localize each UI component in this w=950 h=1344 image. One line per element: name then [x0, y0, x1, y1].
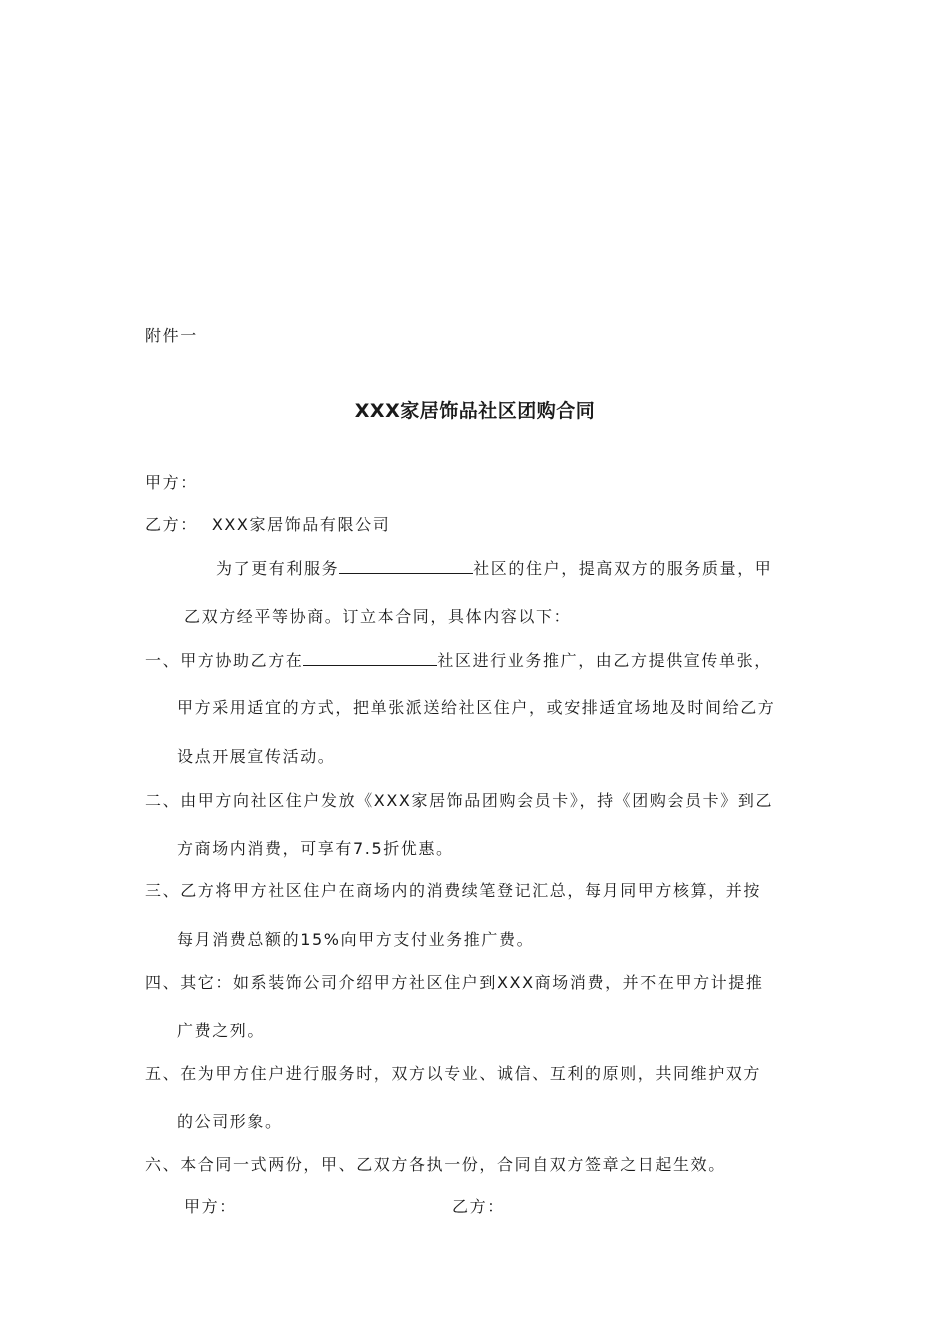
- party-b-line: [145, 514, 390, 536]
- clause-1-line-3: 设点开展宣传活动。: [177, 747, 336, 766]
- clause-1-line-2: 甲方采用适宜的方式，把单张派送给社区住户，或安排适宜场地及时间给乙方: [177, 698, 776, 717]
- clause-1-text-1: 一、甲方协助乙方在: [145, 651, 304, 670]
- intro-text-1: 为了更有利服务: [216, 559, 340, 578]
- clause-1-text-2: 社区进行业务推广，由乙方提供宣传单张，: [437, 651, 772, 670]
- clause-3-line-2: 每月消费总额的15%向甲方支付业务推广费。: [177, 930, 535, 949]
- party-b-name: XXX家居饰品有限公司: [211, 515, 391, 534]
- contract-title: XXX家居饰品社区团购合同: [354, 400, 596, 422]
- community-blank-2: [303, 648, 437, 666]
- signature-party-a: 甲方：: [184, 1197, 237, 1216]
- clause-1-line-1: [145, 648, 772, 672]
- attachment-label: 附件一: [145, 326, 198, 345]
- clause-5-line-2: 的公司形象。: [177, 1112, 283, 1131]
- intro-text-2: 社区的住户，提高双方的服务质量，甲: [473, 559, 773, 578]
- intro-line-1: [216, 556, 772, 580]
- intro-line-2: 乙双方经平等协商。订立本合同，具体内容以下：: [184, 607, 572, 626]
- clause-5-line-1: 五、在为甲方住户进行服务时，双方以专业、诚信、互利的原则，共同维护双方: [145, 1064, 762, 1083]
- clause-2-line-1: 二、由甲方向社区住户发放《XXX家居饰品团购会员卡》，持《团购会员卡》到乙: [145, 791, 774, 810]
- clause-2-line-2: 方商场内消费，可享有7.5折优惠。: [177, 839, 454, 858]
- signature-party-b: 乙方：: [452, 1197, 505, 1216]
- clause-6-line-1: 六、本合同一式两份，甲、乙双方各执一份，合同自双方签章之日起生效。: [145, 1155, 726, 1174]
- clause-4-line-1: 四、其它：如系装饰公司介绍甲方社区住户到XXX商场消费，并不在甲方计提推: [145, 973, 764, 992]
- party-a-label: 甲方：: [145, 473, 198, 492]
- community-blank: [339, 556, 473, 574]
- party-b-label: 乙方：: [145, 515, 198, 534]
- clause-4-line-2: 广费之列。: [177, 1021, 266, 1040]
- clause-3-line-1: 三、乙方将甲方社区住户在商场内的消费续笔登记汇总，每月同甲方核算，并按: [145, 881, 762, 900]
